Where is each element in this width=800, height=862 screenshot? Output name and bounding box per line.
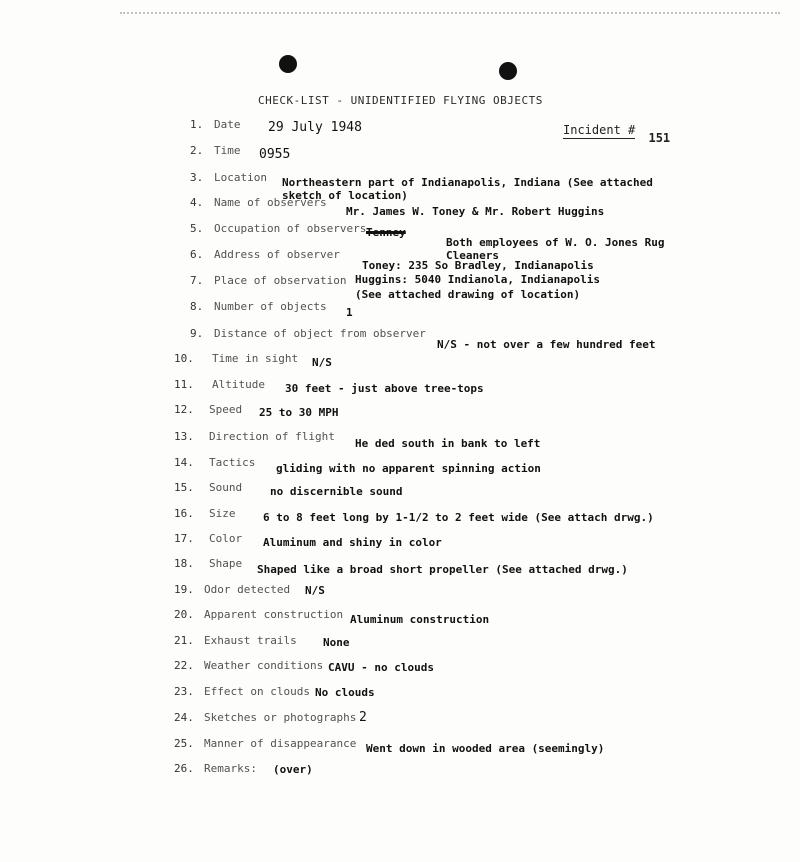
item-5: 5. Occupation of observers (190, 222, 367, 235)
item-5-value: Both employees of W. O. Jones Rug (446, 236, 665, 249)
item-8: 8. Number of objects (190, 300, 327, 313)
item-20-value: Aluminum construction (350, 613, 490, 626)
item-3-value-line2: sketch of location) (282, 189, 408, 202)
item-22-value: CAVU - no clouds (328, 661, 434, 674)
item-22: 22. Weather conditions (174, 659, 324, 672)
item-5-struck-text: Tenney (366, 226, 406, 239)
item-1: 1. Date (190, 118, 241, 131)
item-24-value: 2 (359, 710, 367, 725)
item-3: 3. Location (190, 171, 267, 184)
item-12: 12. Speed (174, 403, 243, 416)
item-9: 9. Distance of object from observer (190, 327, 426, 340)
punch-hole-left (279, 55, 297, 73)
item-21-value: None (323, 636, 350, 649)
item-10-value: N/S (312, 356, 332, 369)
item-16-value: 6 to 8 feet long by 1-1/2 to 2 feet wide (See attach drwg.) (263, 511, 654, 524)
incident-number (563, 123, 671, 145)
item-4: 4. Name of observers (190, 196, 327, 209)
item-24: 24. Sketches or photographs (174, 711, 357, 724)
item-13: 13. Direction of flight (174, 430, 335, 443)
item-3-value: Northeastern part of Indianapolis, Indiana (See attached (282, 176, 653, 189)
item-20: 20. Apparent construction (174, 608, 344, 621)
item-4-value: Mr. James W. Toney & Mr. Robert Huggins (346, 205, 605, 218)
item-15: 15. Sound (174, 481, 243, 494)
item-7-value-line2: (See attached drawing of location) (355, 288, 581, 301)
incident-label: Incident # (563, 123, 636, 137)
item-18: 18. Shape (174, 557, 243, 570)
scan-noise (120, 0, 780, 14)
item-7: 7. Place of observation (190, 274, 347, 287)
item-23: 23. Effect on clouds (174, 685, 310, 698)
item-26: 26. Remarks: (174, 762, 257, 775)
incident-value: 151 (648, 131, 671, 145)
item-6: 6. Address of observer (190, 248, 340, 261)
punch-hole-right (499, 62, 517, 80)
item-15-value: no discernible sound (270, 485, 403, 498)
item-9-value: N/S - not over a few hundred feet (437, 338, 656, 351)
item-14: 14. Tactics (174, 456, 256, 469)
item-11: 11. Altitude (174, 378, 265, 391)
item-25: 25. Manner of disappearance (174, 737, 357, 750)
item-12-value: 25 to 30 MPH (259, 406, 339, 419)
item-10: 10. Time in sight (174, 352, 299, 365)
document-title: CHECK-LIST - UNIDENTIFIED FLYING OBJECTS (258, 94, 543, 107)
item-17-value: Aluminum and shiny in color (263, 536, 442, 549)
item-19: 19. Odor detected (174, 583, 291, 596)
item-2-value: 0955 (259, 147, 291, 162)
item-5-value-line2: Cleaners (446, 249, 499, 262)
item-18-value: Shaped like a broad short propeller (See attached drwg.) (257, 563, 628, 576)
item-21: 21. Exhaust trails (174, 634, 297, 647)
item-19-value: N/S (305, 584, 325, 597)
item-2: 2. Time (190, 144, 241, 157)
item-8-value: 1 (346, 306, 353, 319)
item-16: 16. Size (174, 507, 236, 520)
item-14-value: gliding with no apparent spinning action (276, 462, 541, 475)
item-23-value: No clouds (315, 686, 375, 699)
item-25-value: Went down in wooded area (seemingly) (366, 742, 605, 755)
item-26-value: (over) (273, 763, 313, 776)
item-6-value: Toney: 235 So Bradley, Indianapolis (362, 259, 594, 272)
item-11-value: 30 feet - just above tree-tops (285, 382, 484, 395)
item-7-value: Huggins: 5040 Indianola, Indianapolis (355, 273, 601, 286)
item-13-value: He ded south in bank to left (355, 437, 541, 450)
item-17: 17. Color (174, 532, 243, 545)
item-1-value: 29 July 1948 (268, 120, 362, 135)
